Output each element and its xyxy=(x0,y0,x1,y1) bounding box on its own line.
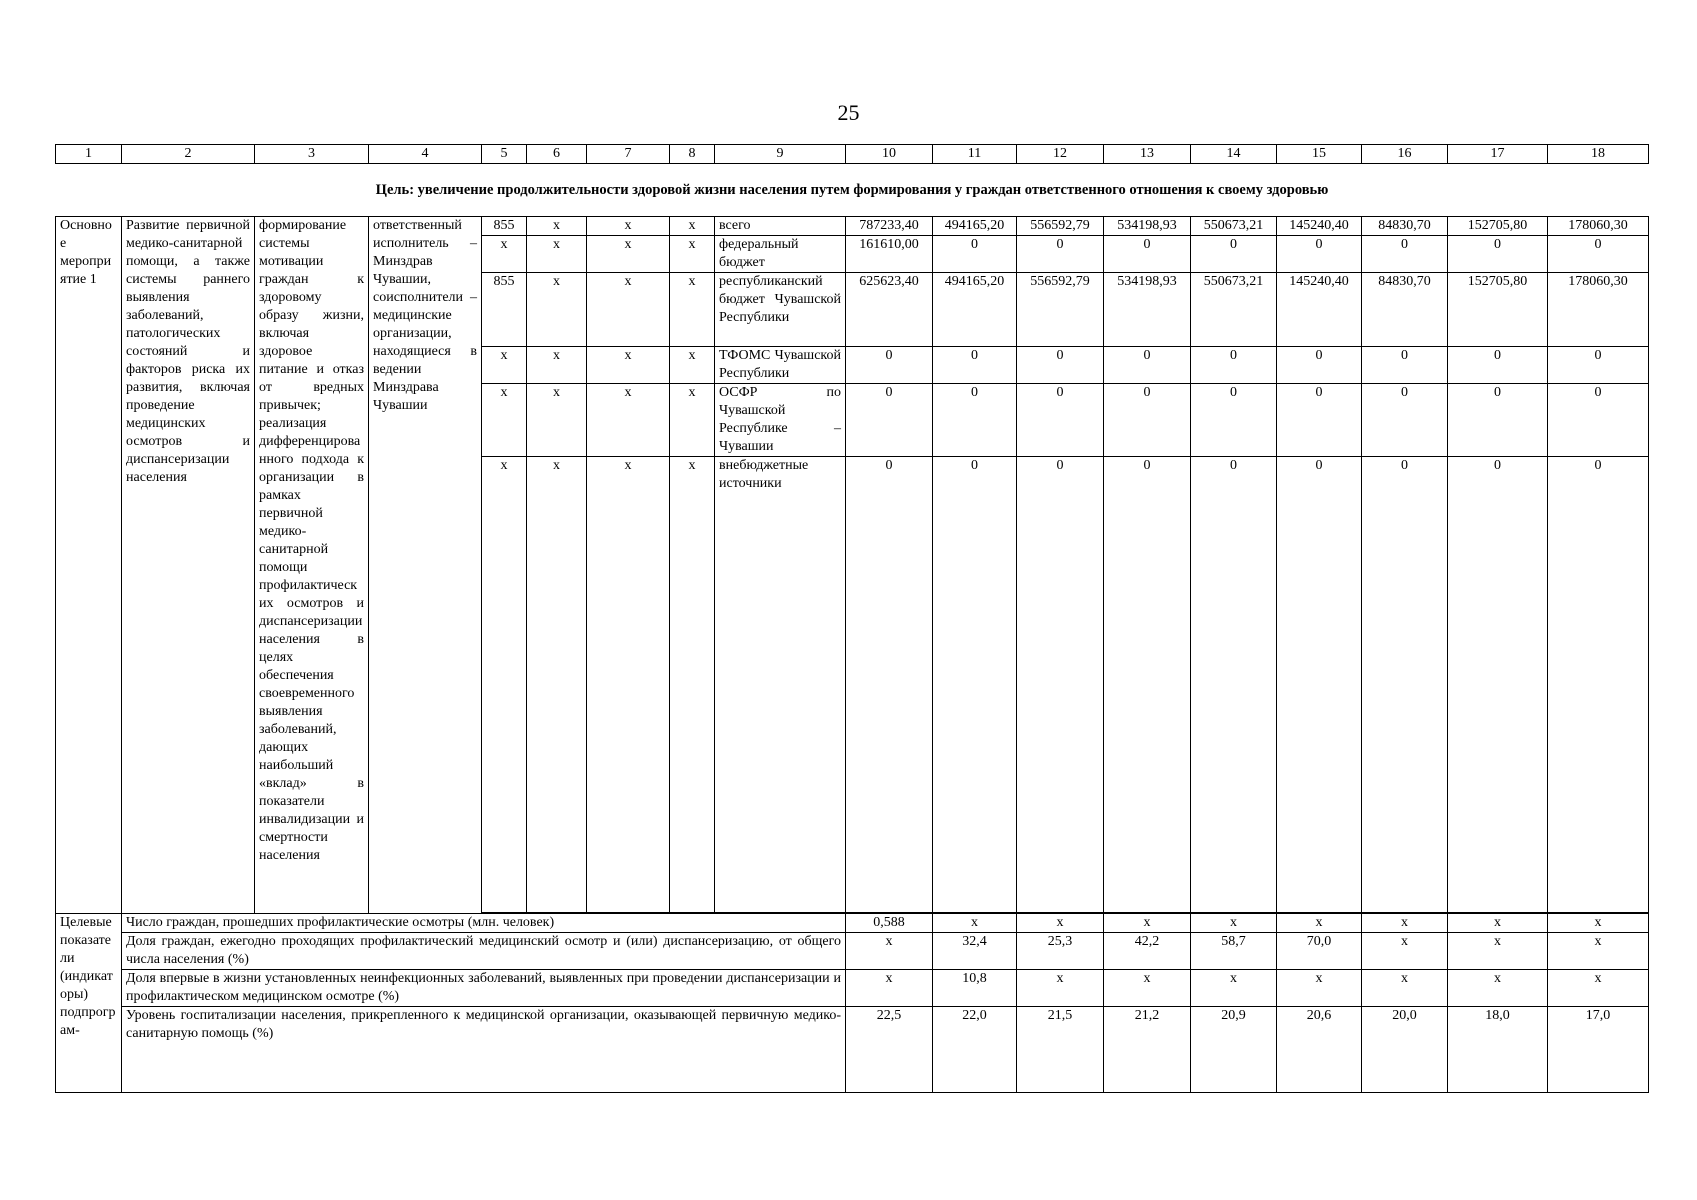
indicator-value: 42,2 xyxy=(1104,933,1191,970)
indicator-value: 21,5 xyxy=(1017,1007,1104,1093)
indicator-value: 20,0 xyxy=(1362,1007,1448,1093)
indicator-value: x xyxy=(933,914,1017,933)
funding-value: 0 xyxy=(1277,236,1362,273)
section-code: x xyxy=(527,236,587,273)
target-article: x xyxy=(587,384,670,457)
indicator-value: x xyxy=(1191,914,1277,933)
indicator-value: x xyxy=(1548,970,1649,1007)
goal-row xyxy=(56,164,1649,217)
section-code: x xyxy=(527,217,587,236)
indicator-row xyxy=(56,933,1649,970)
indicators-label: Целевые показатели (индикаторы) подпрограм- xyxy=(56,914,122,1093)
funding-value: 0 xyxy=(846,457,933,913)
column-number: 17 xyxy=(1448,145,1548,164)
funding-value: 0 xyxy=(1362,457,1448,913)
funding-value: 0 xyxy=(1191,236,1277,273)
goal-text: Цель: увеличение продолжительности здоровой жизни населения путем формирования у граждан ответственного отношения к своему здоровью xyxy=(56,164,1649,217)
indicator-value: 70,0 xyxy=(1277,933,1362,970)
column-number: 7 xyxy=(587,145,670,164)
indicator-value: 32,4 xyxy=(933,933,1017,970)
column-number: 15 xyxy=(1277,145,1362,164)
funding-value: 0 xyxy=(1548,457,1649,913)
funding-value: 0 xyxy=(933,347,1017,384)
funding-value: 0 xyxy=(1017,457,1104,913)
funding-value: 84830,70 xyxy=(1362,273,1448,347)
indicator-value: x xyxy=(1191,970,1277,1007)
funding-value: 0 xyxy=(846,384,933,457)
event-number: Основное мероприятие 1 xyxy=(56,217,122,914)
indicator-value: x xyxy=(1448,933,1548,970)
indicator-value: x xyxy=(1277,914,1362,933)
funding-value: 550673,21 xyxy=(1191,273,1277,347)
funding-value: 625623,40 xyxy=(846,273,933,347)
funding-source: федеральный бюджет xyxy=(715,236,846,273)
indicator-value: 17,0 xyxy=(1548,1007,1649,1093)
indicator-value: x xyxy=(1548,914,1649,933)
grbs-code: x xyxy=(482,384,527,457)
column-number: 18 xyxy=(1548,145,1649,164)
target-article: x xyxy=(587,217,670,236)
column-number: 1 xyxy=(56,145,122,164)
indicator-row xyxy=(56,914,1649,933)
column-number: 3 xyxy=(255,145,369,164)
column-number: 11 xyxy=(933,145,1017,164)
indicator-name: Число граждан, прошедших профилактические осмотры (млн. человек) xyxy=(122,914,846,933)
section-code: x xyxy=(527,384,587,457)
indicator-value: 0,588 xyxy=(846,914,933,933)
column-number: 12 xyxy=(1017,145,1104,164)
funding-value: 787233,40 xyxy=(846,217,933,236)
funding-source: ОСФР по Чувашской Республике – Чувашии xyxy=(715,384,846,457)
column-number: 4 xyxy=(369,145,482,164)
grbs-code: x xyxy=(482,347,527,384)
funding-value: 0 xyxy=(933,457,1017,913)
indicator-row xyxy=(56,1007,1649,1093)
column-number-row xyxy=(56,145,1649,164)
funding-value: 0 xyxy=(846,347,933,384)
indicator-value: 18,0 xyxy=(1448,1007,1548,1093)
column-number: 10 xyxy=(846,145,933,164)
indicator-value: x xyxy=(1017,914,1104,933)
grbs-code: 855 xyxy=(482,217,527,236)
expense-group: x xyxy=(670,384,715,457)
indicator-value: x xyxy=(846,933,933,970)
indicator-value: x xyxy=(1448,914,1548,933)
funding-value: 145240,40 xyxy=(1277,273,1362,347)
grbs-code: x xyxy=(482,457,527,913)
indicator-value: x xyxy=(1548,933,1649,970)
funding-value: 178060,30 xyxy=(1548,273,1649,347)
program-table xyxy=(55,144,1649,1093)
funding-value: 0 xyxy=(1362,384,1448,457)
funding-value: 556592,79 xyxy=(1017,273,1104,347)
funding-value: 0 xyxy=(1548,384,1649,457)
indicator-value: x xyxy=(1362,933,1448,970)
column-number: 16 xyxy=(1362,145,1448,164)
indicator-value: x xyxy=(1362,970,1448,1007)
funding-value: 0 xyxy=(1448,384,1548,457)
funding-source: ТФОМС Чувашской Республики xyxy=(715,347,846,384)
funding-source: внебюджетные источники xyxy=(715,457,846,913)
funding-source: республиканский бюджет Чувашской Республики xyxy=(715,273,846,347)
funding-value: 0 xyxy=(933,384,1017,457)
funding-value: 0 xyxy=(1191,457,1277,913)
funding-value: 0 xyxy=(1277,347,1362,384)
funding-value: 0 xyxy=(1104,457,1191,913)
indicator-value: 22,5 xyxy=(846,1007,933,1093)
funding-value: 152705,80 xyxy=(1448,217,1548,236)
funding-value: 0 xyxy=(1191,384,1277,457)
indicator-value: 22,0 xyxy=(933,1007,1017,1093)
funding-value: 0 xyxy=(1548,236,1649,273)
grbs-code: 855 xyxy=(482,273,527,347)
funding-value: 534198,93 xyxy=(1104,217,1191,236)
expense-group: x xyxy=(670,217,715,236)
indicator-row xyxy=(56,970,1649,1007)
funding-value: 550673,21 xyxy=(1191,217,1277,236)
indicator-value: x xyxy=(1104,970,1191,1007)
funding-value: 0 xyxy=(1017,236,1104,273)
funding-value: 0 xyxy=(1017,384,1104,457)
target-article: x xyxy=(587,457,670,913)
indicator-name: Уровень госпитализации населения, прикрепленного к медицинской организации, оказывающей первичную медико-санитарную помощь (%) xyxy=(122,1007,846,1093)
grbs-code: x xyxy=(482,236,527,273)
section-code: x xyxy=(527,457,587,913)
funding-value: 0 xyxy=(1448,457,1548,913)
column-number: 9 xyxy=(715,145,846,164)
expense-group: x xyxy=(670,273,715,347)
target-article: x xyxy=(587,273,670,347)
funding-value: 0 xyxy=(1448,347,1548,384)
target-article: x xyxy=(587,236,670,273)
funding-value: 0 xyxy=(1104,384,1191,457)
indicator-value: x xyxy=(1448,970,1548,1007)
column-number: 8 xyxy=(670,145,715,164)
page-number: 25 xyxy=(837,100,860,125)
expense-group: x xyxy=(670,236,715,273)
column-number: 5 xyxy=(482,145,527,164)
funding-value: 494165,20 xyxy=(933,217,1017,236)
funding-source: всего xyxy=(715,217,846,236)
column-number: 13 xyxy=(1104,145,1191,164)
indicator-value: x xyxy=(846,970,933,1007)
column-number: 6 xyxy=(527,145,587,164)
indicator-value: 20,6 xyxy=(1277,1007,1362,1093)
funding-value: 0 xyxy=(1104,347,1191,384)
section-code: x xyxy=(527,273,587,347)
indicator-value: x xyxy=(1277,970,1362,1007)
expense-group: x xyxy=(670,457,715,913)
indicator-name: Доля граждан, ежегодно проходящих профилактический медицинский осмотр и (или) диспансеризацию, от общего числа населения (%) xyxy=(122,933,846,970)
indicator-value: 20,9 xyxy=(1191,1007,1277,1093)
funding-value: 0 xyxy=(1548,347,1649,384)
funding-value: 0 xyxy=(933,236,1017,273)
indicator-value: x xyxy=(1017,970,1104,1007)
funding-value: 0 xyxy=(1017,347,1104,384)
event-title: Развитие первичной медико-санитарной помощи, а также системы раннего выявления заболеваний, патологических состояний и факторов риска их развития, включая проведение медицинских осмотров и диспансеризации населения xyxy=(122,217,255,914)
indicator-value: 21,2 xyxy=(1104,1007,1191,1093)
indicator-value: x xyxy=(1104,914,1191,933)
target-article: x xyxy=(587,347,670,384)
funding-value: 0 xyxy=(1104,236,1191,273)
indicator-value: 25,3 xyxy=(1017,933,1104,970)
funding-value: 152705,80 xyxy=(1448,273,1548,347)
indicator-value: 58,7 xyxy=(1191,933,1277,970)
column-number: 14 xyxy=(1191,145,1277,164)
event-description: формирование системы мотивации граждан к здоровому образу жизни, включая здоровое питание и отказ от вредных привычек; реализация дифференцированного подхода к организации в рамках первичной медико-санитарной помощи профилактических осмотров и диспансеризации населения в целях обеспечения своевременного выявления заболеваний, дающих наибольший «вклад» в показатели инвалидизации и смертности населения xyxy=(255,217,369,914)
funding-value: 178060,30 xyxy=(1548,217,1649,236)
funding-row xyxy=(56,217,1649,236)
funding-value: 0 xyxy=(1362,347,1448,384)
funding-value: 0 xyxy=(1277,457,1362,913)
indicator-name: Доля впервые в жизни установленных неинфекционных заболеваний, выявленных при проведении диспансеризации и профилактическом медицинском осмотре (%) xyxy=(122,970,846,1007)
funding-value: 84830,70 xyxy=(1362,217,1448,236)
funding-value: 494165,20 xyxy=(933,273,1017,347)
indicator-value: x xyxy=(1362,914,1448,933)
funding-value: 0 xyxy=(1277,384,1362,457)
funding-value: 161610,00 xyxy=(846,236,933,273)
expense-group: x xyxy=(670,347,715,384)
funding-value: 534198,93 xyxy=(1104,273,1191,347)
event-executor: ответственный исполнитель – Минздрав Чувашии, соисполнители – медицинские организации, находящиеся в ведении Минздрава Чувашии xyxy=(369,217,482,914)
column-number: 2 xyxy=(122,145,255,164)
funding-value: 0 xyxy=(1191,347,1277,384)
indicator-value: 10,8 xyxy=(933,970,1017,1007)
funding-value: 0 xyxy=(1448,236,1548,273)
funding-value: 0 xyxy=(1362,236,1448,273)
funding-value: 556592,79 xyxy=(1017,217,1104,236)
funding-value: 145240,40 xyxy=(1277,217,1362,236)
section-code: x xyxy=(527,347,587,384)
